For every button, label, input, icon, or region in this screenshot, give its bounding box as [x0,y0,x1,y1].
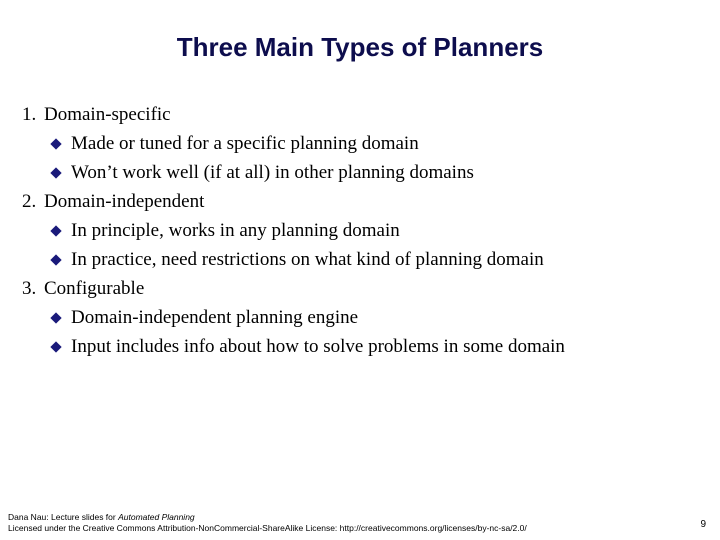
item-label: Domain-independent [44,191,205,212]
item-number: 1. [22,104,37,125]
sub-bullet [22,303,565,332]
sub-bullet-text: Made or tuned for a specific planning domain [71,133,419,154]
diamond-bullet-icon [50,225,61,236]
list-item-configurable [22,274,565,303]
sub-bullet [22,129,565,158]
footer-license: Licensed under the Creative Commons Attribution-NonCommercial-ShareAlike License: http://creativecommons.org/licenses/by-nc-sa/2.0/ [8,523,527,533]
sub-bullet-text: Domain-independent planning engine [71,307,359,328]
diamond-bullet-icon [50,254,61,265]
sub-bullet-text: Input includes info about how to solve problems in some domain [71,336,565,357]
diamond-bullet-icon [50,341,61,352]
sub-bullet [22,332,565,361]
sub-bullet-text: In practice, need restrictions on what kind of planning domain [71,249,544,270]
diamond-bullet-icon [50,312,61,323]
diamond-bullet-icon [50,138,61,149]
item-label: Configurable [44,278,145,299]
footer-prefix: Dana Nau: Lecture slides for [8,512,119,522]
sub-bullet [22,158,565,187]
item-number: 2. [22,191,37,212]
page-number: 9 [700,519,706,530]
diamond-bullet-icon [50,167,61,178]
slide-title: Three Main Types of Planners [176,32,544,62]
slide-content [22,100,565,361]
sub-bullet [22,216,565,245]
footer-book-title: Automated Planning [118,512,195,522]
sub-bullet-text: Won’t work well (if at all) in other planning domains [71,162,474,183]
list-item-domain-independent [22,187,565,216]
list-item-domain-specific [22,100,565,129]
slide-footer [8,512,527,534]
sub-bullet [22,245,565,274]
footer-line-1 [8,512,527,523]
item-label: Domain-specific [44,104,171,125]
sub-bullet-text: In principle, works in any planning domain [71,220,400,241]
item-number: 3. [22,278,37,299]
